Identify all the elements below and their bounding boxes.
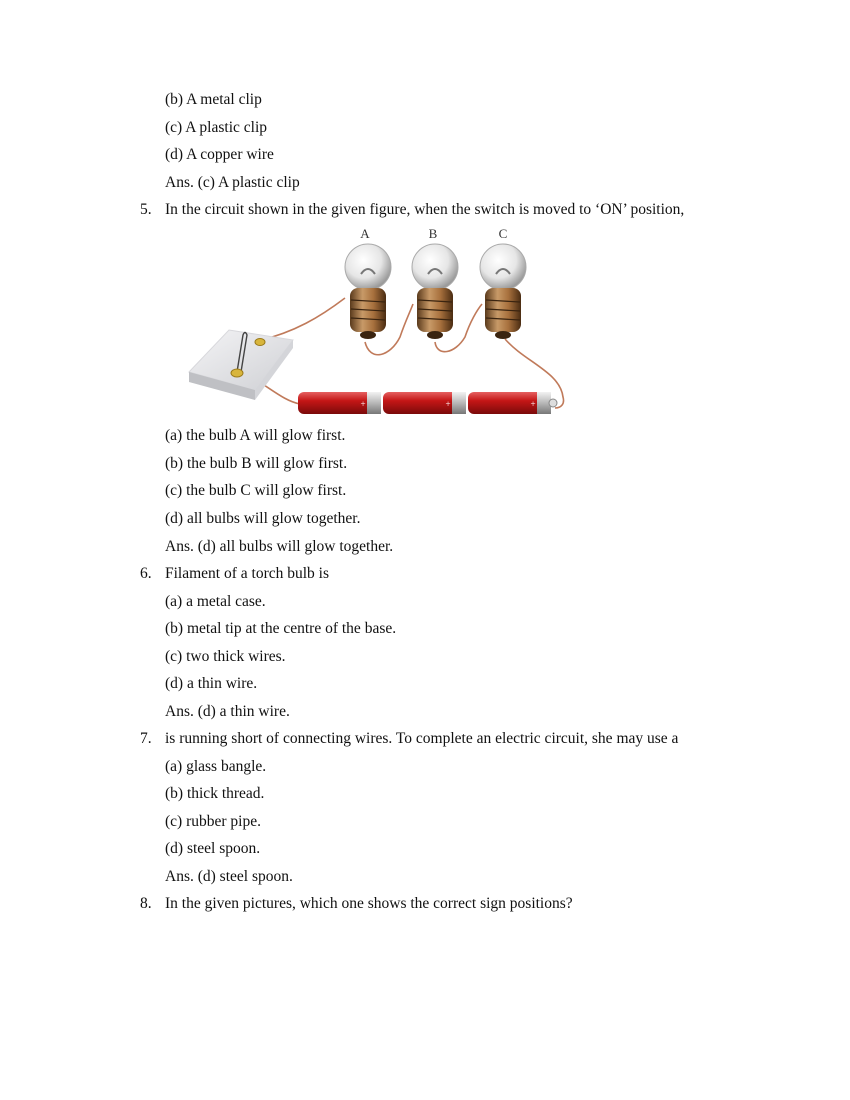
q7-option-a: (a) glass bangle. bbox=[165, 758, 267, 775]
q5-option-d: (d) all bulbs will glow together. bbox=[165, 510, 361, 527]
q6-number: 6. bbox=[140, 565, 152, 582]
bulb-label-b: B bbox=[428, 226, 438, 241]
q6-option-d: (d) a thin wire. bbox=[165, 675, 258, 692]
q8-number: 8. bbox=[140, 895, 152, 912]
q8-question: In the given pictures, which one shows the correct sign positions? bbox=[165, 895, 573, 912]
q5-option-c: (c) the bulb C will glow first. bbox=[165, 482, 347, 499]
q5-question: In the circuit shown in the given figure, when the switch is moved to ‘ON’ position, bbox=[165, 201, 685, 218]
q6-option-a: (a) a metal case. bbox=[165, 593, 266, 610]
cell-2 bbox=[383, 392, 466, 414]
cell-3 bbox=[468, 392, 557, 414]
q7-option-b: (b) thick thread. bbox=[165, 785, 265, 802]
q7-option-d: (d) steel spoon. bbox=[165, 840, 261, 857]
q4-answer: Ans. (c) A plastic clip bbox=[165, 174, 300, 191]
q5-option-b: (b) the bulb B will glow first. bbox=[165, 455, 348, 472]
bulb-b bbox=[412, 244, 458, 339]
bulb-c bbox=[480, 244, 526, 339]
q4-option-b: (b) A metal clip bbox=[165, 91, 262, 108]
cell-1 bbox=[298, 392, 381, 414]
q7-option-c: (c) rubber pipe. bbox=[165, 813, 261, 830]
svg-text:+: + bbox=[360, 399, 366, 409]
bulb-label-a: A bbox=[360, 226, 370, 241]
q7-number: 7. bbox=[140, 730, 152, 747]
circuit-figure bbox=[185, 222, 575, 418]
svg-text:+: + bbox=[530, 399, 536, 409]
q6-option-c: (c) two thick wires. bbox=[165, 648, 286, 665]
switch-board bbox=[189, 330, 293, 400]
q4-option-d: (d) A copper wire bbox=[165, 146, 274, 163]
bulb-a bbox=[345, 244, 391, 339]
q6-question: Filament of a torch bulb is bbox=[165, 565, 330, 582]
bulb-label-c: C bbox=[498, 226, 508, 241]
q6-answer: Ans. (d) a thin wire. bbox=[165, 703, 290, 720]
q7-answer: Ans. (d) steel spoon. bbox=[165, 868, 293, 885]
q6-option-b: (b) metal tip at the centre of the base. bbox=[165, 620, 397, 637]
q5-option-a: (a) the bulb A will glow first. bbox=[165, 427, 346, 444]
svg-text:+: + bbox=[445, 399, 451, 409]
q7-question: is running short of connecting wires. To complete an electric circuit, she may use a bbox=[165, 730, 679, 747]
q5-answer: Ans. (d) all bulbs will glow together. bbox=[165, 538, 394, 555]
q5-number: 5. bbox=[140, 201, 152, 218]
q4-option-c: (c) A plastic clip bbox=[165, 119, 268, 136]
